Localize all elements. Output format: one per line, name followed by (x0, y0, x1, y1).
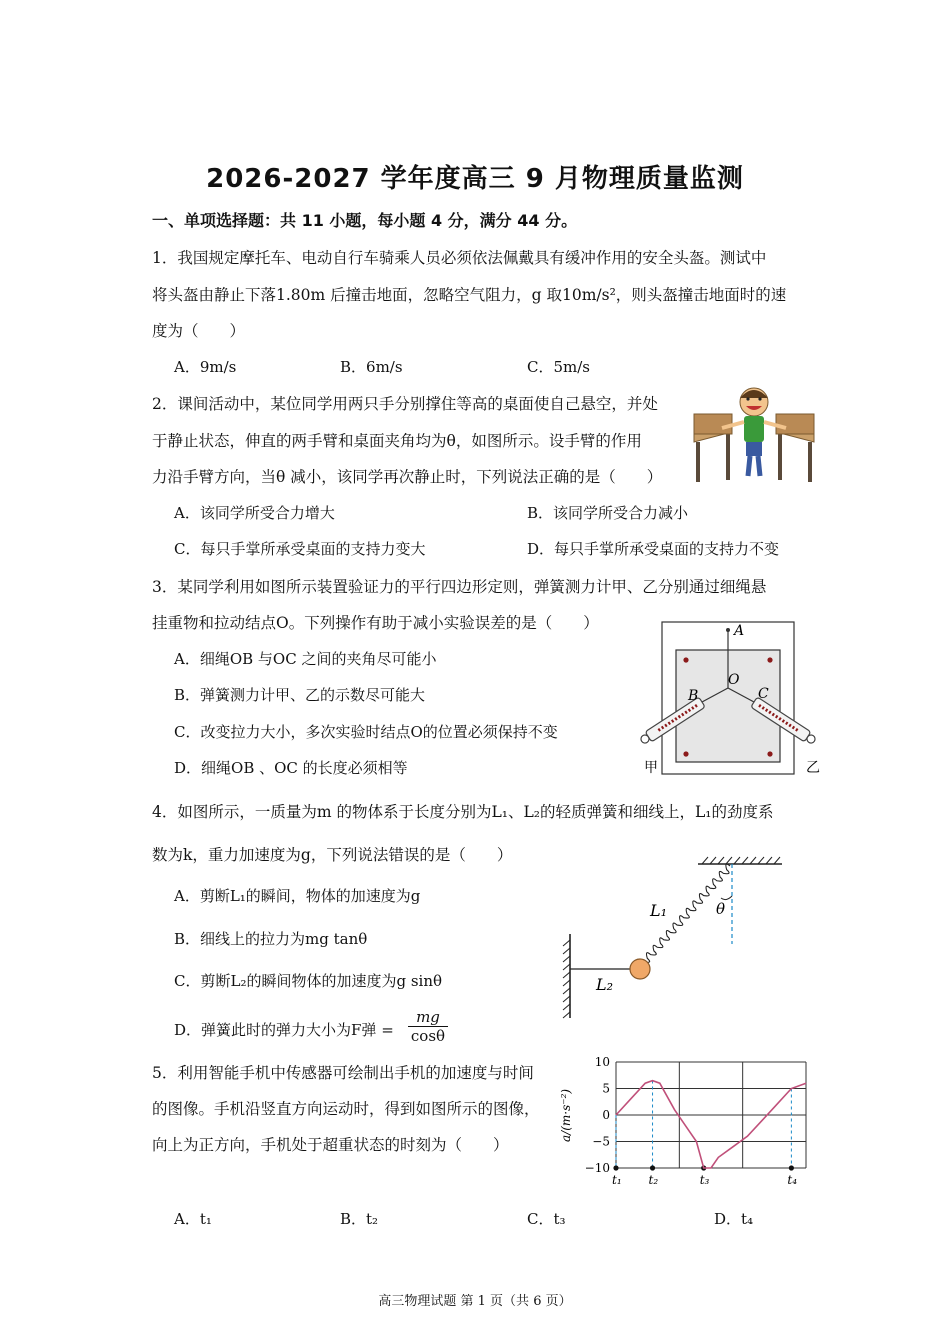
q2-line-2: 于静止状态，伸直的两手臂和桌面夹角均为θ，如图所示。设手臂的作用 (152, 432, 642, 450)
label-c: C (758, 686, 769, 702)
q5-line-3: 向上为正方向，手机处于超重状态的时刻为（ ） (152, 1136, 509, 1154)
q4-option-d-fraction (408, 1008, 448, 1045)
q3-line-2: 挂重物和拉动结点O。下列操作有助于减小实验误差的是（ ） (152, 614, 599, 632)
q5-line-2: 的图像。手机沿竖直方向运动时，得到如图所示的图像， (152, 1100, 540, 1118)
q5-option-c: C．t₃ (527, 1210, 566, 1228)
x-tick-label: t₄ (787, 1173, 798, 1187)
q2-option-b: B．该同学所受合力减小 (527, 504, 689, 522)
acceleration-time-chart (556, 1050, 808, 1190)
x-tick-point (789, 1165, 794, 1170)
q4-option-b: B．细线上的拉力为mg tanθ (174, 930, 368, 948)
q5-line-1: 5．利用智能手机中传感器可绘制出手机的加速度与时间 (152, 1064, 534, 1082)
q2-option-d: D．每只手掌所承受桌面的支持力不变 (527, 540, 780, 558)
q1-line-2: 将头盔由静止下落1.80m 后撞击地面，忽略空气阻力，g 取10m/s²，则头盔撞击地面时的速 (152, 286, 787, 304)
label-yi: 乙 (806, 760, 820, 776)
q2-line-1: 2．课间活动中，某位同学用两只手分别撑住等高的桌面使自己悬空，并处 (152, 395, 658, 413)
q2-line-3: 力沿手臂方向，当θ 减小，该同学再次静止时，下列说法正确的是（ ） (152, 468, 663, 486)
q3-option-a: A．细绳OB 与OC 之间的夹角尽可能小 (174, 650, 437, 668)
x-tick-label: t₂ (648, 1173, 659, 1187)
label-a: A (734, 623, 745, 639)
q3-option-c: C．改变拉力大小，多次实验时结点O的位置必须保持不变 (174, 723, 558, 741)
q5-option-b: B．t₂ (340, 1210, 379, 1228)
q5-option-d: D．t₄ (714, 1210, 754, 1228)
series-line (616, 1081, 806, 1168)
student-desks-figure (692, 384, 816, 488)
q4-line-1: 4．如图所示，一质量为m 的物体系于长度分别为L₁、L₂的轻质弹簧和细线上，L₁的劲度系 (152, 803, 774, 821)
x-tick-point (613, 1165, 618, 1170)
fraction-numerator: mg (408, 1008, 448, 1027)
q5-option-a: A．t₁ (174, 1210, 212, 1228)
y-axis-label: a/(m·s⁻²) (559, 1088, 573, 1142)
q3-line-1: 3．某同学利用如图所示装置验证力的平行四边形定则，弹簧测力计甲、乙分别通过细绳悬 (152, 578, 767, 596)
x-tick-label: t₃ (699, 1173, 710, 1187)
label-theta: θ (716, 900, 726, 918)
q4-option-c: C．剪断L₂的瞬间物体的加速度为g sinθ (174, 972, 443, 990)
q4-line-2: 数为k，重力加速度为g，下列说法错误的是（ ） (152, 846, 513, 864)
x-tick-point (650, 1165, 655, 1170)
y-tick-label: 0 (602, 1108, 610, 1122)
q2-option-a: A．该同学所受合力增大 (174, 504, 335, 522)
force-parallelogram-apparatus (640, 618, 824, 778)
q1-line-1: 1．我国规定摩托车、电动自行车骑乘人员必须依法佩戴具有缓冲作用的安全头盔。测试中 (152, 249, 767, 267)
y-tick-label: −5 (592, 1134, 610, 1149)
section-heading: 一、单项选择题：共 11 小题，每小题 4 分，满分 44 分。 (152, 211, 578, 230)
label-l1: L₁ (650, 901, 668, 920)
label-l2: L₂ (596, 975, 614, 994)
label-o: O (728, 672, 740, 688)
q1-option-c: C．5m/s (527, 358, 590, 376)
label-jia: 甲 (644, 760, 658, 776)
q2-option-c: C．每只手掌所承受桌面的支持力变大 (174, 540, 426, 558)
page-footer: 高三物理试题 第 1 页（共 6 页） (378, 1294, 572, 1309)
y-tick-label: 10 (594, 1055, 610, 1069)
q4-option-a: A．剪断L₁的瞬间，物体的加速度为g (174, 887, 421, 905)
q3-option-b: B．弹簧测力计甲、乙的示数尽可能大 (174, 686, 426, 704)
label-b: B (688, 688, 699, 704)
y-tick-label: 5 (602, 1081, 610, 1096)
q1-option-a: A．9m/s (174, 358, 237, 376)
q3-option-d: D．细绳OB 、OC 的长度必须相等 (174, 759, 408, 777)
fraction-denominator: cosθ (410, 1027, 446, 1045)
q4-option-d: D．弹簧此时的弹力大小为F弹 = (174, 1021, 394, 1039)
x-tick-label: t₁ (612, 1173, 622, 1187)
q1-line-3: 度为（ ） (152, 322, 246, 340)
q1-option-b: B．6m/s (340, 358, 403, 376)
page-title: 2026-2027 学年度高三 9 月物理质量监测 (206, 164, 744, 194)
spring-ball-figure (556, 852, 786, 1024)
y-tick-label: −10 (584, 1161, 610, 1175)
